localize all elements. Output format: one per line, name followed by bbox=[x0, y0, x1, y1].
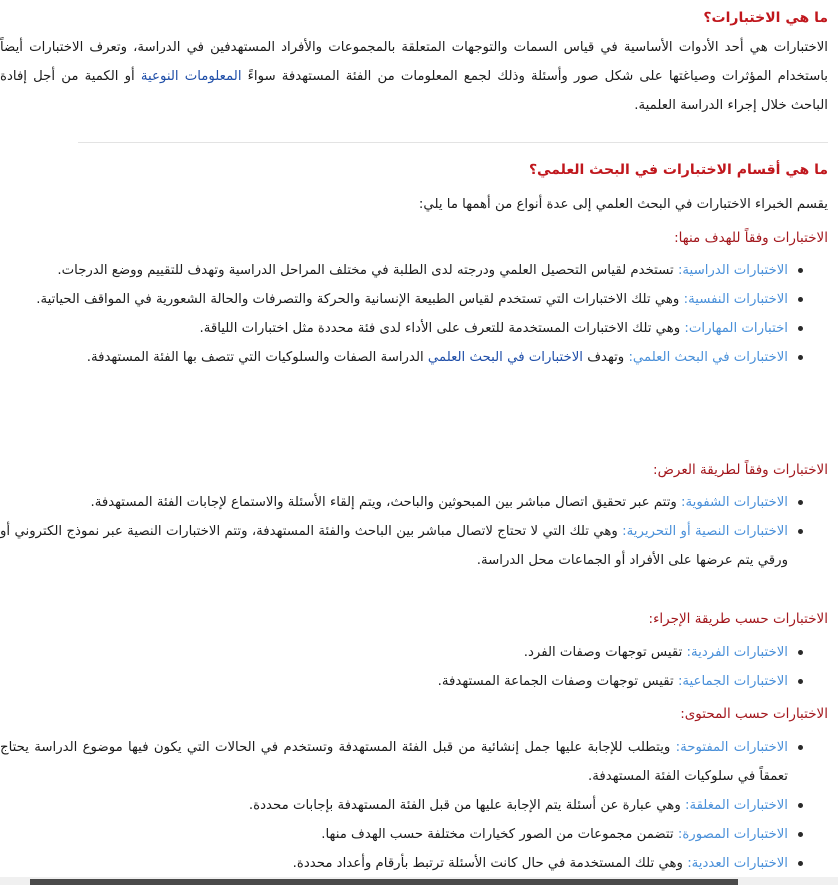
horizontal-scrollbar[interactable] bbox=[0, 877, 838, 885]
group-title-by-purpose: الاختبارات وفقاً للهدف منها: bbox=[674, 230, 828, 246]
list-item: الاختبارات العددية: وهي تلك المستخدمة في حال كانت الأسئلة ترتبط بأرقام وأعداد محددة. bbox=[0, 849, 828, 878]
list-item: الاختبارات النفسية: وهي تلك الاختبارات التي تستخدم لقياس الطبيعة الإنسانية والحركة والتصرفات والحالة الشعورية في المواقف الحياتية. bbox=[0, 285, 828, 314]
list-item: الاختبارات المصورة: تتضمن مجموعات من الصور كخيارات مختلفة حسب الهدف منها. bbox=[0, 820, 828, 849]
list-item: الاختبارات الدراسية: تستخدم لقياس التحصيل العلمي ودرجته لدى الطلبة في مختلف المراحل الدراسية وتهدف للتقييم ووضع الدرجات. bbox=[0, 256, 828, 285]
list-by-content bbox=[0, 733, 828, 878]
section-heading-test-categories: ما هي أقسام الاختبارات في البحث العلمي؟ bbox=[528, 162, 828, 178]
scrollbar-thumb[interactable] bbox=[30, 879, 738, 885]
list-item: الاختبارات المغلقة: وهي عبارة عن أسئلة يتم الإجابة عليها من قبل الفئة المستهدفة بإجابات محددة. bbox=[0, 791, 828, 820]
qualitative-info-link[interactable]: المعلومات النوعية bbox=[140, 69, 242, 84]
list-item: اختبارات المهارات: وهي تلك الاختبارات المستخدمة للتعرف على الأداء لدى فئة محددة مثل اختبارات اللياقة. bbox=[0, 314, 828, 343]
intro-paragraph: الاختبارات هي أحد الأدوات الأساسية في قياس السمات والتوجهات المتعلقة بالمجموعات والأفراد المستهدفين في الدراسة، وتعرف الاختبارات أيضاً باستخدام المؤثرات وصياغتها على شكل صور وأسئلة وذلك لجمع المعلومات من الفئة المستهدفة سواءً المعلومات النوعية أو الكمية من أجل إفادة الباحث خلال إجراء الدراسة العلمية. bbox=[0, 40, 828, 113]
list-item: الاختبارات في البحث العلمي: وتهدف الاختبارات في البحث العلمي الدراسة الصفات والسلوكيات التي تتصف بها الفئة المستهدفة. bbox=[0, 343, 828, 372]
divider bbox=[78, 142, 828, 143]
list-by-presentation bbox=[0, 488, 828, 575]
list-by-procedure bbox=[0, 638, 828, 696]
list-by-purpose bbox=[0, 256, 828, 372]
list-item: الاختبارات الجماعية: تقيس توجهات وصفات الجماعة المستهدفة. bbox=[0, 667, 828, 696]
group-title-by-presentation: الاختبارات وفقاً لطريقة العرض: bbox=[653, 462, 828, 478]
list-item: الاختبارات الشفوية: وتتم عبر تحقيق اتصال مباشر بين المبحوثين والباحث، ويتم إلقاء الأسئلة والاستماع لإجابات الفئة المستهدفة. bbox=[0, 488, 828, 517]
list-item: الاختبارات النصية أو التحريرية: وهي تلك التي لا تحتاج لاتصال مباشر بين الباحث والفئة المستهدفة، وتتم الاختبارات النصية عبر نموذج الكتروني أو ورقي يتم عرضها على الأفراد أو الجماعات محل الدراسة. bbox=[0, 517, 828, 575]
tests-in-research-link[interactable]: الاختبارات في البحث العلمي bbox=[427, 350, 583, 365]
categories-intro: يقسم الخبراء الاختبارات في البحث العلمي إلى عدة أنواع من أهمها ما يلي: bbox=[418, 197, 828, 212]
list-item: الاختبارات الفردية: تقيس توجهات وصفات الفرد. bbox=[0, 638, 828, 667]
group-title-by-procedure: الاختبارات حسب طريقة الإجراء: bbox=[648, 611, 828, 627]
section-heading-what-are-tests: ما هي الاختبارات؟ bbox=[703, 10, 828, 26]
list-item: الاختبارات المفتوحة: ويتطلب للإجابة عليها جمل إنشائية من قبل الفئة المستهدفة وتستخدم في الحالات التي يكون فيها موضوع الدراسة يحتاج تعمقاً في سلوكيات الفئة المستهدفة. bbox=[0, 733, 828, 791]
group-title-by-content: الاختبارات حسب المحتوى: bbox=[680, 706, 828, 722]
